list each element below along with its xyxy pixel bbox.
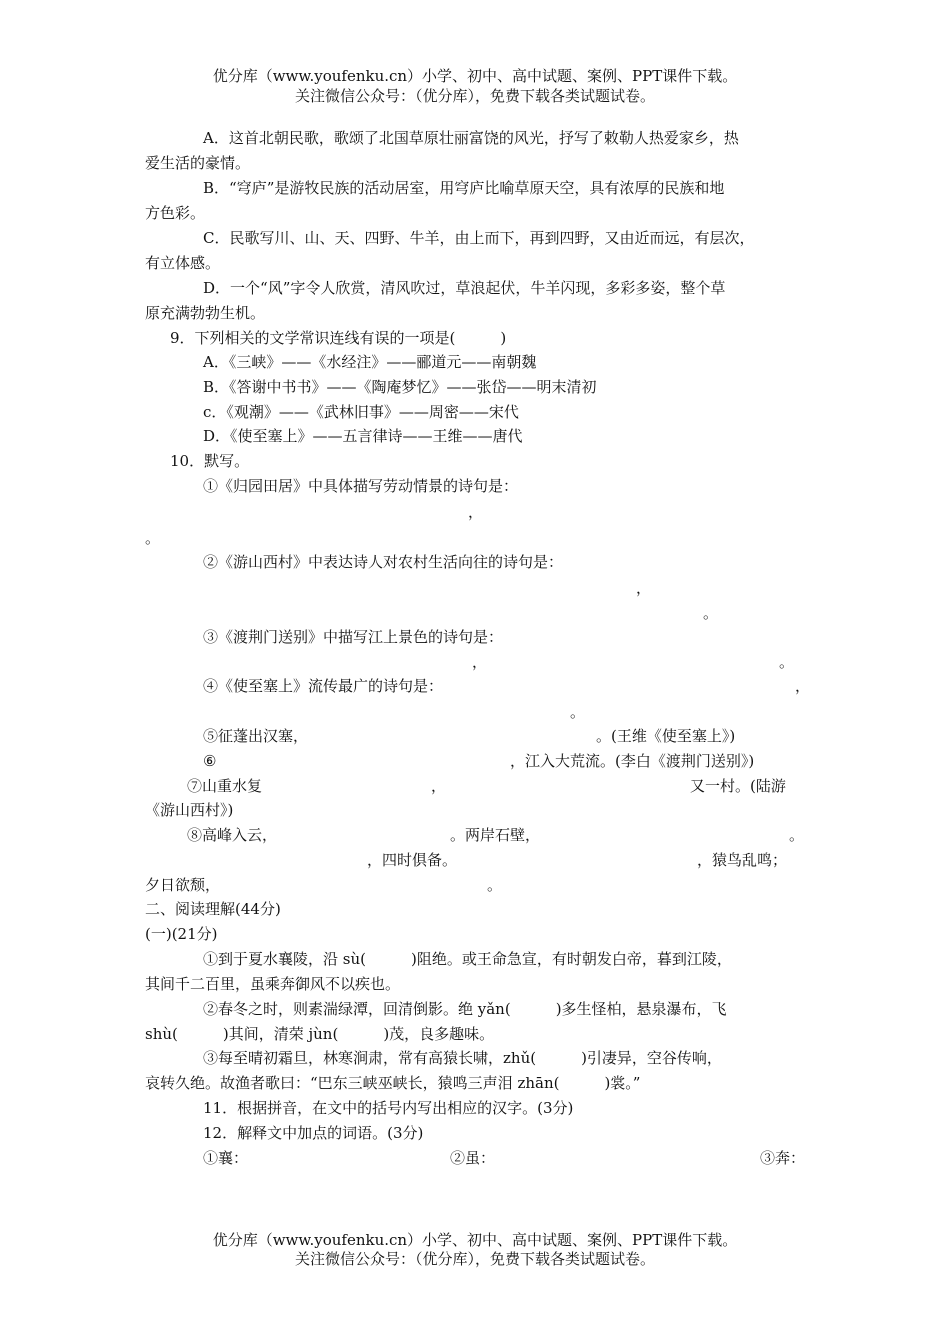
q10-prompt-5-start: ⑤征蓬出汉塞，	[203, 727, 309, 745]
passage-paragraph-2-line2: shù( )其间，清荣 jùn( )茂，良多趣味。	[145, 1025, 495, 1043]
q10-prompt-4-comma: ，	[795, 677, 811, 695]
q10-prompt-5-end: 。(王维《使至塞上》)	[596, 727, 736, 745]
q10-prompt-6-end: ，江入大荒流。(李白《渡荆门送别》)	[510, 752, 755, 770]
q8-option-a-line2: 爱生活的豪情。	[145, 154, 251, 172]
q8-option-d-line1: D．一个“风”字令人欣赏，清风吹过，草浪起伏，牛羊闪现，多彩多姿，整个草	[203, 279, 726, 297]
q10-prompt-7-end: 又一村。(陆游	[690, 777, 786, 795]
passage-paragraph-1-line2: 其间千二百里，虽乘奔御风不以疾也。	[145, 975, 401, 993]
q9-option-b: B．《答谢中书书》——《陶庵梦忆》——张岱——明末清初	[203, 378, 597, 396]
q10-stem: 10．默写。	[170, 452, 250, 470]
section-2-subtitle: (一)(21分)	[145, 925, 218, 943]
passage-paragraph-3-line1: ③每至晴初霜旦，林寒涧肃，常有高猿长啸，zhǔ( )引凄异，空谷传响，	[203, 1049, 722, 1067]
q10-prompt-2-end: 。	[703, 604, 719, 622]
q10-prompt-8-end: 。	[789, 826, 805, 844]
passage-paragraph-2-line1: ②春冬之时，则素湍绿潭，回清倒影。绝 yǎn( )多生怪柏，悬泉瀑布，飞	[203, 1000, 727, 1018]
q12-item-2: ②虽：	[450, 1149, 496, 1167]
q10-prompt-3: ③《渡荆门送别》中描写江上景色的诗句是：	[203, 628, 504, 646]
q9-stem: 9．下列相关的文学常识连线有误的一项是( )	[170, 329, 507, 347]
passage-paragraph-3-line2: 哀转久绝。故渔者歌曰：“巴东三峡巫峡长，猿鸣三声泪 zhān( )裳。”	[145, 1074, 641, 1092]
q12-item-3: ③奔：	[760, 1149, 806, 1167]
q10-prompt-2-comma: ，	[636, 579, 652, 597]
q9-option-a: A．《三峡》——《水经注》——郦道元——南朝魏	[203, 353, 537, 371]
q10-prompt-3-comma: ，	[472, 653, 488, 671]
header-line-2: 关注微信公众号：（优分库），免费下载各类试题试卷。	[294, 87, 655, 105]
q10-prompt-4-end: 。	[570, 703, 586, 721]
q10-prompt-7-start: ⑦山重水复	[187, 777, 263, 795]
q10-prompt-1-comma: ，	[468, 503, 484, 521]
q10-prompt-8-line3-end: 。	[487, 876, 503, 894]
q12-item-1: ①襄：	[203, 1149, 249, 1167]
q12-stem: 12．解释文中加点的词语。(3分)	[203, 1124, 424, 1142]
q10-prompt-8-mid: 。两岸石壁，	[450, 826, 541, 844]
q10-prompt-1: ①《归园田居》中具体描写劳动情景的诗句是：	[203, 477, 519, 495]
passage-paragraph-1-line1: ①到于夏水襄陵，沿 sù( )阻绝。或王命急宣，有时朝发白帝，暮到江陵，	[203, 950, 732, 968]
section-2-title: 二、阅读理解(44分)	[145, 900, 281, 918]
q10-prompt-8-line2-mid: ，四时俱备。	[367, 851, 458, 869]
q10-prompt-7-comma: ，	[431, 777, 447, 795]
q10-prompt-8-start: ⑧高峰入云，	[187, 826, 278, 844]
q11-stem: 11．根据拼音，在文中的括号内写出相应的汉字。(3分)	[203, 1099, 574, 1117]
q10-prompt-2: ②《游山西村》中表达诗人对农村生活向往的诗句是：	[203, 553, 564, 571]
q9-option-c: c．《观潮》——《武林旧事》——周密——宋代	[203, 403, 519, 421]
q10-prompt-3-end: 。	[779, 653, 795, 671]
q8-option-a-line1: A．这首北朝民歌，歌颂了北国草原壮丽富饶的风光，抒写了敕勒人热爱家乡，热	[203, 129, 739, 147]
q8-option-d-line2: 原充满勃勃生机。	[145, 304, 266, 322]
q10-prompt-1-end: 。	[145, 529, 161, 547]
q10-prompt-8-line3-start: 夕日欲颓，	[145, 876, 221, 894]
q10-prompt-6-start: ⑥	[203, 752, 217, 770]
q10-prompt-8-line2-end: ，猿鸟乱鸣；	[697, 851, 788, 869]
q8-option-c-line2: 有立体感。	[145, 254, 221, 272]
q8-option-b-line2: 方色彩。	[145, 204, 206, 222]
q8-option-b-line1: B．“穹庐”是游牧民族的活动居室，用穹庐比喻草原天空，具有浓厚的民族和地	[203, 179, 725, 197]
q9-option-d: D．《使至塞上》——五言律诗——王维——唐代	[203, 427, 523, 445]
q8-option-c-line1: C．民歌写川、山、天、四野、牛羊，由上而下，再到四野，又由近而远，有层次，	[203, 229, 755, 247]
footer-line-1: 优分库（www.youfenku.cn）小学、初中、高中试题、案例、PPT课件下载。	[212, 1231, 738, 1249]
footer-line-2: 关注微信公众号：（优分库），免费下载各类试题试卷。	[294, 1250, 655, 1268]
q10-prompt-7-source: 《游山西村》)	[145, 801, 234, 819]
header-line-1: 优分库（www.youfenku.cn）小学、初中、高中试题、案例、PPT课件下载。	[212, 67, 738, 85]
q10-prompt-4: ④《使至塞上》流传最广的诗句是：	[203, 677, 444, 695]
